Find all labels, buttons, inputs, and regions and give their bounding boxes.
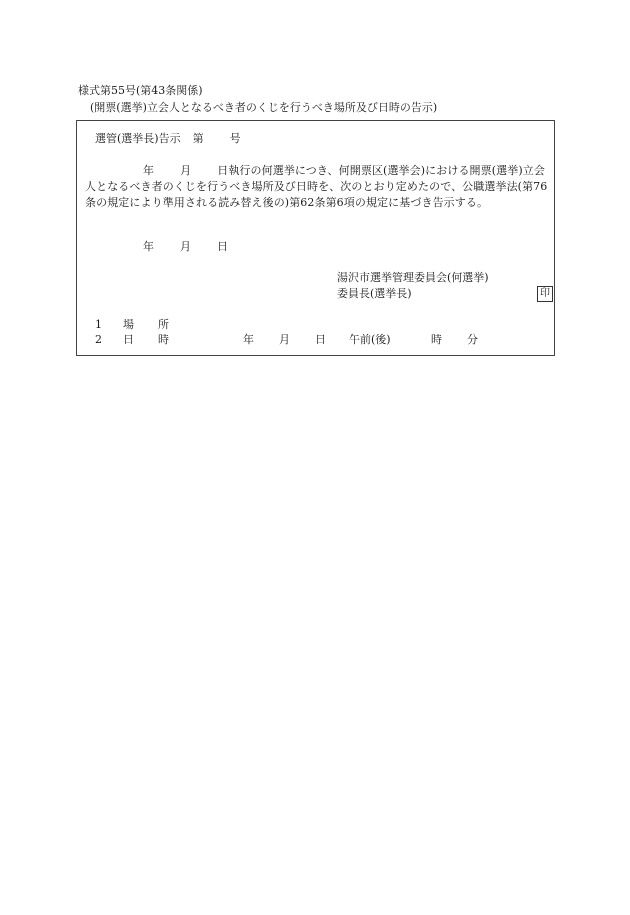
form-number: 様式第55号(第43条関係): [78, 84, 203, 97]
body-tsuki: 月: [180, 164, 192, 177]
body-text: 日執行の何選挙につき、何開票区(選挙会)における開票(選挙)立会人となるべき者のくじを行うべき場所及び日時を、次のとおり定めたので、公職選挙法(第76条の規定により準用される読み替え後の)第62条第6項の規定に基づき告示する。: [85, 164, 548, 209]
item-hour: 時: [431, 333, 442, 346]
item-label: 日 時: [123, 333, 169, 346]
form-subtitle: (開票(選挙)立会人となるべき者のくじを行うべき場所及び日時の告示): [90, 101, 438, 114]
notice-header-dai: 第: [192, 132, 204, 145]
committee-name: 湯沢市選挙管理委員会(何選挙): [337, 271, 489, 284]
date-year: 年: [143, 240, 154, 253]
date-month: 月: [180, 240, 191, 253]
item-number: 1: [95, 318, 102, 331]
item-day: 日: [315, 333, 326, 346]
notice-box: [76, 120, 555, 356]
list-item-datetime: [95, 333, 535, 347]
item-year: 年: [243, 333, 254, 346]
notice-header-go: 号: [229, 132, 241, 145]
item-ampm: 午前(後): [349, 333, 391, 346]
item-month: 月: [279, 333, 290, 346]
notice-header-label: 選管(選挙長)告示: [95, 132, 181, 145]
chair-title: 委員長(選挙長): [337, 287, 412, 300]
body-nen: 年: [143, 164, 155, 177]
date-day: 日: [217, 240, 228, 253]
notice-header: [95, 132, 241, 146]
seal-icon: 印: [537, 286, 553, 302]
item-minute: 分: [467, 333, 478, 346]
notice-body: [85, 163, 555, 211]
item-label: 場 所: [123, 318, 169, 331]
notice-date: [143, 240, 228, 254]
list-item-place: [95, 318, 169, 332]
item-number: 2: [95, 333, 102, 346]
